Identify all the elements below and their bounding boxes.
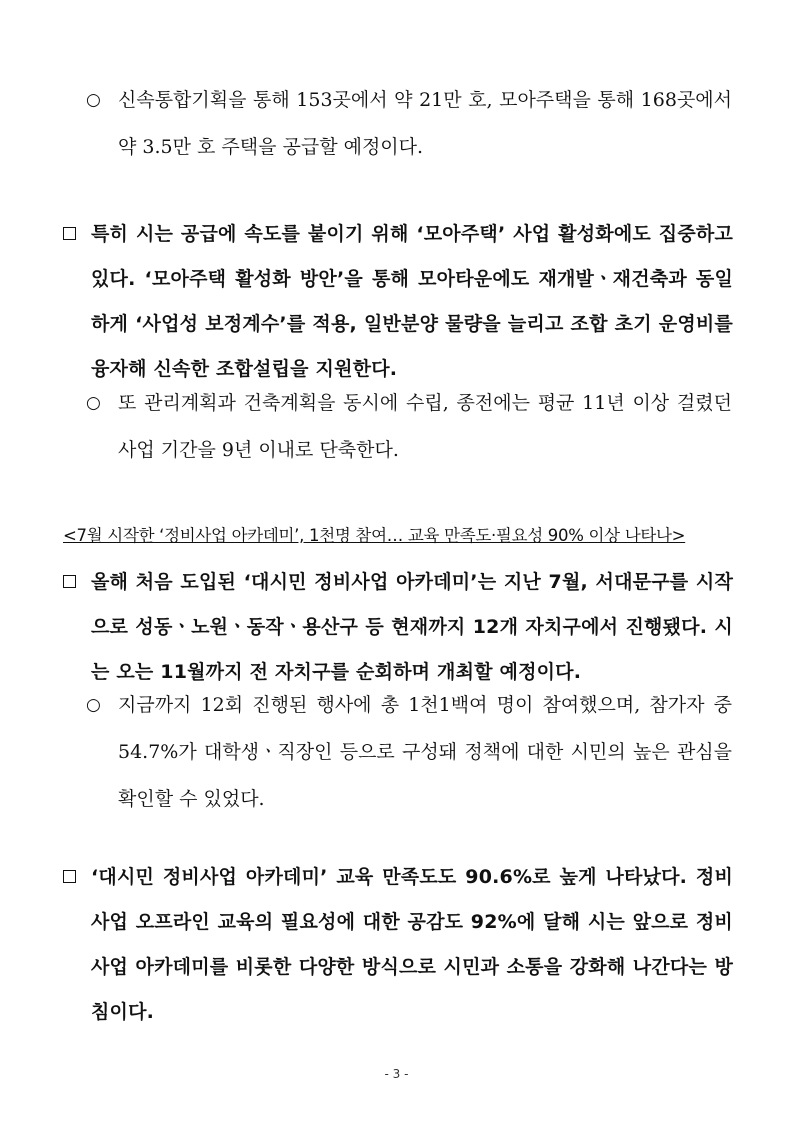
- circle-bullet-icon: ○: [86, 695, 101, 715]
- bullet-text: 신속통합기획을 통해 153곳에서 약 21만 호, 모아주택을 통해 168곳에서 약 3.5만 호 주택을 공급할 예정이다.: [118, 89, 732, 158]
- bullet-item-participation: [86, 682, 732, 823]
- square-bullet-icon: [63, 870, 76, 883]
- section-text: ‘대시민 정비사업 아카데미’ 교육 만족도도 90.6%로 높게 나타났다. 정비사업 오프라인 교육의 필요성에 대한 공감도 92%에 달해 시는 앞으로 정비사업 아카데미를 비롯한 다양한 방식으로 시민과 소통을 강화해 나간다는 방침이다.: [91, 866, 733, 1023]
- section-satisfaction: [63, 855, 733, 1035]
- section-moa-housing: [63, 212, 733, 392]
- bullet-text: 지금까지 12회 진행된 행사에 총 1천1백여 명이 참여했으며, 참가자 중 54.7%가 대학생ㆍ직장인 등으로 구성돼 정책에 대한 시민의 높은 관심을 확인할 수 있었다.: [118, 694, 732, 810]
- section-academy: [63, 560, 733, 695]
- circle-bullet-icon: ○: [86, 90, 101, 110]
- section-text: 올해 처음 도입된 ‘대시민 정비사업 아카데미’는 지난 7월, 서대문구를 시작으로 성동ㆍ노원ㆍ동작ㆍ용산구 등 현재까지 12개 자치구에서 진행됐다. 시는 오는 11월까지 전 자치구를 순회하며 개최할 예정이다.: [91, 571, 733, 683]
- section-text: 특히 시는 공급에 속도를 붙이기 위해 ‘모아주택’ 사업 활성화에도 집중하고 있다. ‘모아주택 활성화 방안’을 통해 모아타운에도 재개발ㆍ재건축과 동일하게 ‘사업성 보정계수’를 적용, 일반분양 물량을 늘리고 조합 초기 운영비를 융자해 신속한 조합설립을 지원한다.: [91, 223, 733, 380]
- bullet-text: 또 관리계획과 건축계획을 동시에 수립, 종전에는 평균 11년 이상 걸렸던 사업 기간을 9년 이내로 단축한다.: [118, 392, 732, 461]
- page-number: - 3 -: [384, 1067, 409, 1081]
- section-subheading: <7월 시작한 ‘정비사업 아카데미’, 1천명 참여… 교육 만족도·필요성 90% 이상 나타나>: [63, 526, 686, 545]
- bullet-item-supply-plan: [86, 77, 732, 171]
- square-bullet-icon: [63, 575, 76, 588]
- square-bullet-icon: [63, 227, 76, 240]
- bullet-item-shortening: [86, 380, 732, 474]
- circle-bullet-icon: ○: [86, 393, 101, 413]
